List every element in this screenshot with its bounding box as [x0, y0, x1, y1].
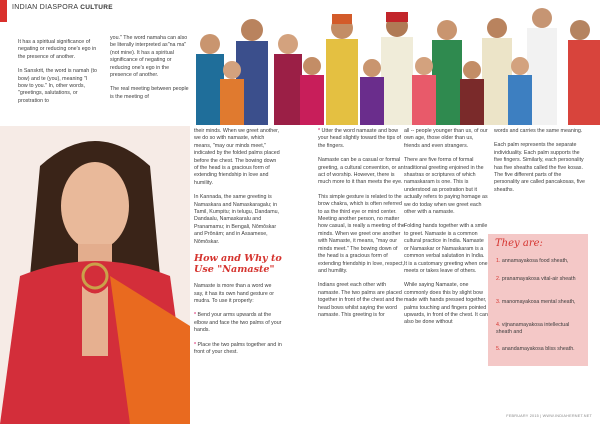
paragraph: There are five forms of formal traditional greeting enjoined in the shastras or scriptures of which namaskaram is one. This is understood as prostration but it actually refers to paying homage as we do today when we greet each other with a namaste.: [404, 157, 488, 216]
text-column-6: [494, 128, 586, 201]
list-number: 3.: [496, 299, 501, 305]
text-column-4: [318, 128, 406, 326]
bullet-icon: *: [194, 341, 197, 348]
group-photo: [192, 0, 600, 125]
paragraph: their minds. When we greet another, we do so with namaste, which means, "may our minds meet," indicated by the folded palms placed before the chest. The bowing down of the head is a gracious form of extending friendship in love and humility.: [194, 128, 280, 186]
paragraph: In Sanskrit, the word is namah (to bow) and te (you), meaning "I bow to you." In, other words, "greetings, salutations, or prostration to: [18, 68, 97, 104]
paragraph: you." The word namaha can also be literally interpreted as"na ma" (not mine). It has a spiritual significance of negating or reducing one's ego in the presence of another.: [110, 35, 188, 79]
paragraph: It has a spiritual significance of negating or reducing one's ego in the presence of another.: [18, 39, 97, 60]
list-item: [496, 276, 582, 283]
list-text: anandamayakosa bliss sheath.: [501, 346, 575, 352]
header-accent-bar: [0, 0, 7, 22]
paragraph: This simple gesture is related to the brow chakra, which is often referred to as the third eye or mind center. Meeting another person, no matter how casual, is really a meeting of the minds. When we greet one another with Namaste, it means, "may our minds meet." The bowing down of the head is a gracious form of extending friendship in love, respect, and humility.: [318, 193, 405, 274]
portrait-photo: [0, 126, 190, 424]
paragraph: words and carries the same meaning.: [494, 128, 583, 134]
list-item: [496, 346, 582, 353]
five-sheaths-box: [488, 234, 588, 366]
paragraph: Namaste can be a casual or formal greeting, a cultural convention, or an act of worship. However, there is much more to it than meets the eye.: [318, 157, 404, 186]
paragraph: Folding hands together with a smile to greet. Namaste is a common cultural practice in India. Namaste or Namaskar or Namaskaram is a common verbal salutation in India. It is a customary greeting when one meets or takes leave of others.: [404, 223, 488, 274]
group-people: [196, 8, 600, 125]
paragraph: Each palm represents the separate individuality. Each palm supports the five fingers. Similarly, each personality has five sheaths called the five kosas. The five different parts of the personality are called pancakosas, five sheaths.: [494, 142, 585, 193]
text-column-1: [18, 39, 98, 112]
text-column-2: [110, 35, 192, 108]
paragraph: The real meeting between people is the meeting of: [110, 86, 189, 100]
paragraph: all -- people younger than us, of our own age, those older than us, friends and even strangers.: [404, 128, 488, 149]
bullet-text: Utter the word namaste and bow your head slightly toward the tips of the fingers.: [318, 128, 402, 149]
list-number: 4.: [496, 322, 501, 328]
page-footer: FEBRUARY 2015 | WWW.INDIAHERNET.NET: [506, 414, 592, 418]
bullet-step-3: [318, 128, 406, 150]
section-header: [12, 4, 113, 11]
paragraph: In Kannada, the same greeting is Namaskara and Namaskaragalu; in Tamil, Kumpitu; in telugu, Dandamu, Dandaalu, Namaskaralu and Pranamamu; in Bengali, Nômôskar and Prônäm; and in Assamese, Nômôskar.: [194, 194, 280, 245]
text-column-3: [194, 128, 282, 363]
list-item: [496, 299, 582, 306]
list-text: vijnanamayakosa intellectual sheath and: [496, 322, 570, 336]
section-name: INDIAN DIASPORA: [12, 4, 78, 11]
list-text: manomayakosa mental sheath,: [501, 299, 576, 305]
list-number: 2.: [496, 276, 501, 282]
list-item: [496, 258, 582, 265]
section-category: CULTURE: [80, 4, 113, 11]
text-column-5: [404, 128, 488, 334]
subheading-how-why: How and Why to Use "Namaste": [194, 253, 282, 276]
list-text: pranamayakosa vital-air sheath: [501, 276, 576, 282]
bullet-icon: *: [318, 128, 321, 134]
bullet-step-1: [194, 312, 282, 334]
bullet-text: Bend your arms upwards at the elbow and face the two palms of your hands.: [194, 312, 282, 334]
box-title: They are:: [495, 238, 543, 249]
paragraph: While saying Namaste, one commonly does this by slight bow made with hands pressed together, palms touching and fingers pointed upwards, in front of the chest. It can also be done without: [404, 282, 488, 326]
bullet-step-2: [194, 342, 282, 357]
list-number: 1.: [496, 258, 501, 264]
list-number: 5.: [496, 346, 501, 352]
bullet-text: Place the two palms together and in front of your chest.: [194, 341, 282, 355]
paragraph: Indians greet each other with namaste. The two palms are placed together in front of the chest and the head bows whilst saying the word namaste. This greeting is for: [318, 282, 404, 318]
list-item: [496, 322, 582, 337]
list-text: annamayakosa food sheath,: [501, 258, 569, 264]
paragraph: Namaste is more than a word we say, it has its own hand gesture or mudra. To use it properly:: [194, 283, 274, 304]
bullet-icon: *: [194, 312, 197, 319]
